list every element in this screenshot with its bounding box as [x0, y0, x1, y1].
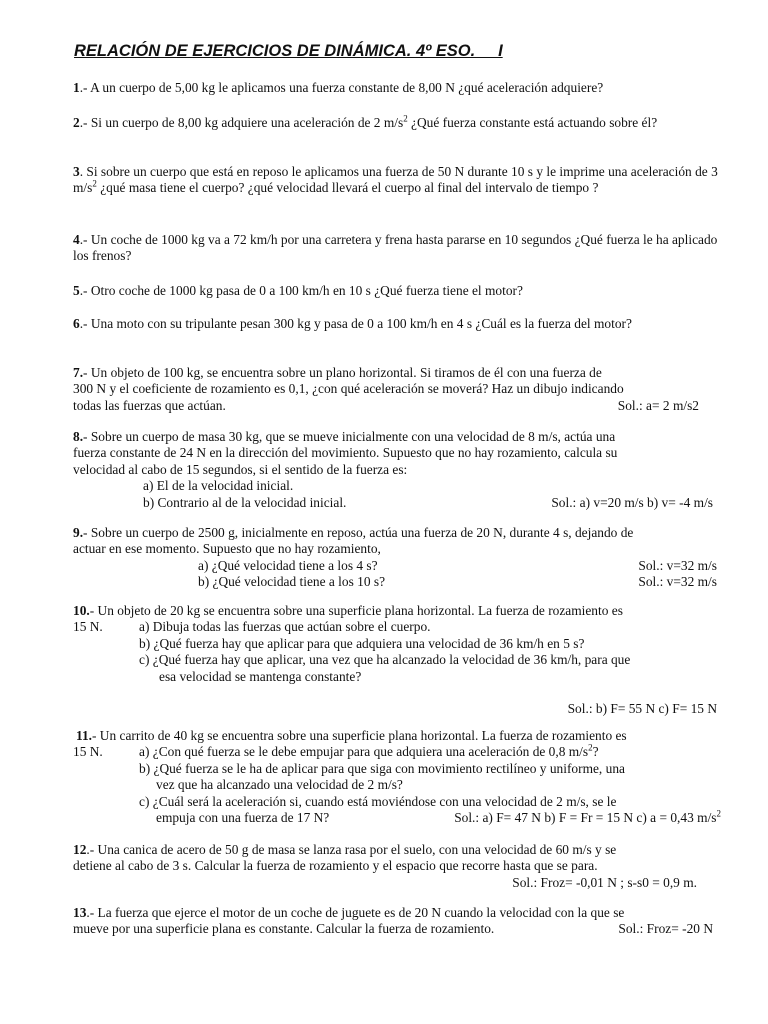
solution: Sol.: a) F= 47 N b) F = Fr = 15 N c) a = 0,43 m/s — [454, 810, 717, 826]
option-a-end: ? — [592, 744, 599, 760]
solution: Sol.: b) F= 55 N c) F= 15 N — [567, 701, 717, 717]
exercise-text-cont: ¿Qué fuerza constante está actuando sobre él? — [407, 115, 658, 130]
exercise-number: 5 — [73, 283, 80, 298]
option-b: b) Contrario al de la velocidad inicial. — [143, 494, 347, 510]
exercise-line: .- La fuerza que ejerce el motor de un coche de juguete es de 20 N cuando la velocidad con la que se — [86, 905, 625, 920]
option-a: a) ¿Qué velocidad tiene a los 4 s? — [198, 557, 378, 573]
exercise-lead: 15 N. — [73, 744, 103, 760]
exercise-line: - Un carrito de 40 kg se encuentra sobre una superficie plana horizontal. La fuerza de rozamiento es — [92, 728, 627, 743]
exercise-number: 13 — [73, 905, 87, 920]
exercise-line: velocidad al cabo de 15 segundos, si el sentido de la fuerza es: — [73, 461, 408, 477]
exercise-line: - Un objeto de 100 kg, se encuentra sobre un plano horizontal. Si tiramos de él con una fuerza de — [83, 365, 602, 380]
exercise-line: mueve por una superficie plana es constante. Calcular la fuerza de rozamiento. — [73, 921, 495, 937]
option-b: b) ¿Qué velocidad tiene a los 10 s? — [198, 574, 386, 590]
solution: Sol.: a= 2 m/s2 — [617, 397, 699, 413]
exercise-number: 8. — [73, 429, 84, 444]
exercise-text: .- Otro coche de 1000 kg pasa de 0 a 100 km/h en 10 s ¿Qué fuerza tiene el motor? — [79, 283, 523, 298]
exercise-number: 10. — [73, 603, 90, 618]
exercise-line: - Un objeto de 20 kg se encuentra sobre una superficie plana horizontal. La fuerza de rozamiento es — [89, 603, 623, 618]
exercise-number: 6 — [73, 316, 80, 331]
exercise-text-cont: ¿qué masa tiene el cuerpo? ¿qué velocidad llevará el cuerpo al final del intervalo de tiempo ? — [96, 180, 599, 196]
exercise-number: 7. — [73, 365, 84, 380]
option-a: a) ¿Con qué fuerza se le debe empujar para que adquiera una aceleración de 0,8 m/s — [139, 744, 589, 760]
exercise-number: 1 — [73, 80, 80, 95]
exercise-number: 11. — [76, 728, 92, 743]
exercise-line: fuerza constante de 24 N en la dirección del movimiento. Supuesto que no hay rozamiento, calcula su — [73, 445, 618, 461]
option-a: a) El de la velocidad inicial. — [143, 478, 294, 494]
solution: Sol.: a) v=20 m/s b) v= -4 m/s — [551, 494, 713, 510]
exercise-text: .- Una moto con su tripulante pesan 300 kg y pasa de 0 a 100 km/h en 4 s ¿Cuál es la fuerza del motor? — [79, 316, 632, 331]
solution: Sol.: Froz= -20 N — [618, 921, 713, 937]
option-b: b) ¿Qué fuerza hay que aplicar para que adquiera una velocidad de 36 km/h en 5 s? — [139, 635, 585, 651]
solution: Sol.: Froz= -0,01 N ; s-s0 = 0,9 m. — [512, 874, 697, 890]
exercise-text: . Si sobre un cuerpo que está en reposo le aplicamos una fuerza de 50 N durante 10 s y le imprime una aceleración de 3 m/s — [73, 164, 718, 196]
superscript: 2 — [92, 178, 97, 189]
exercise-5 — [73, 283, 723, 299]
solution-a: Sol.: v=32 m/s — [638, 557, 717, 573]
exercise-6 — [73, 316, 733, 332]
superscript: 2 — [716, 808, 721, 819]
exercise-1 — [73, 80, 723, 96]
exercise-2 — [73, 115, 723, 131]
exercise-3 — [73, 164, 723, 197]
exercise-number: 12 — [73, 842, 87, 857]
exercise-9 — [73, 525, 723, 591]
exercise-line: detiene al cabo de 3 s. Calcular la fuerza de rozamiento y el espacio que recorre hasta que se para. — [73, 858, 598, 874]
exercise-line: 300 N y el coeficiente de rozamiento es 0,1, ¿con qué aceleración se moverá? Haz un dibujo indicando — [73, 381, 624, 397]
exercise-text: .- A un cuerpo de 5,00 kg le aplicamos una fuerza constante de 8,00 N ¿qué aceleración adquiere? — [79, 80, 604, 95]
exercise-13 — [73, 905, 723, 938]
exercise-line: actuar en ese momento. Supuesto que no hay rozamiento, — [73, 541, 381, 557]
exercise-lead: 15 N. — [73, 619, 103, 635]
exercise-text: .- Si un cuerpo de 8,00 kg adquiere una aceleración de 2 m/s — [79, 115, 404, 130]
exercise-7 — [73, 365, 723, 414]
page-title: RELACIÓN DE EJERCICIOS DE DINÁMICA. 4º ESO. I — [74, 42, 503, 60]
exercise-line: .- Una canica de acero de 50 g de masa se lanza rasa por el suelo, con una velocidad de 60 m/s y se — [86, 842, 617, 857]
option-b-cont: vez que ha alcanzado una velocidad de 2 m/s? — [156, 777, 403, 793]
exercise-line: - Sobre un cuerpo de 2500 g, inicialmente en reposo, actúa una fuerza de 20 N, durante 4 s, dejando de — [83, 525, 634, 540]
superscript: 2 — [403, 113, 408, 124]
option-c-cont: empuja con una fuerza de 17 N? — [156, 810, 330, 826]
option-c: c) ¿Qué fuerza hay que aplicar, una vez que ha alcanzado la velocidad de 36 km/h, para que — [139, 652, 631, 668]
solution-b: Sol.: v=32 m/s — [638, 574, 717, 590]
exercise-number: 3 — [73, 164, 80, 179]
superscript: 2 — [588, 742, 593, 753]
exercise-text: .- Un coche de 1000 kg va a 72 km/h por una carretera y frena hasta pararse en 10 segundos ¿Qué fuerza le ha aplicado los frenos? — [73, 232, 718, 264]
exercise-4 — [73, 232, 723, 265]
exercise-8 — [73, 429, 723, 511]
option-a: a) Dibuja todas las fuerzas que actúan sobre el cuerpo. — [139, 619, 431, 635]
exercise-number: 2 — [73, 115, 80, 130]
exercise-number: 9. — [73, 525, 84, 540]
exercise-11 — [73, 728, 723, 826]
exercise-line: - Sobre un cuerpo de masa 30 kg, que se mueve inicialmente con una velocidad de 8 m/s, actúa una — [83, 429, 616, 444]
option-b: b) ¿Qué fuerza se le ha de aplicar para que siga con movimiento rectilíneo y uniforme, una — [139, 760, 625, 776]
exercise-number: 4 — [73, 232, 80, 247]
option-c: c) ¿Cuál será la aceleración si, cuando está moviéndose con una velocidad de 2 m/s, se le — [139, 793, 617, 809]
exercise-10 — [73, 603, 723, 717]
exercise-line: todas las fuerzas que actúan. — [73, 397, 226, 413]
option-c-cont: esa velocidad se mantenga constante? — [159, 668, 362, 684]
exercise-12 — [73, 842, 723, 891]
